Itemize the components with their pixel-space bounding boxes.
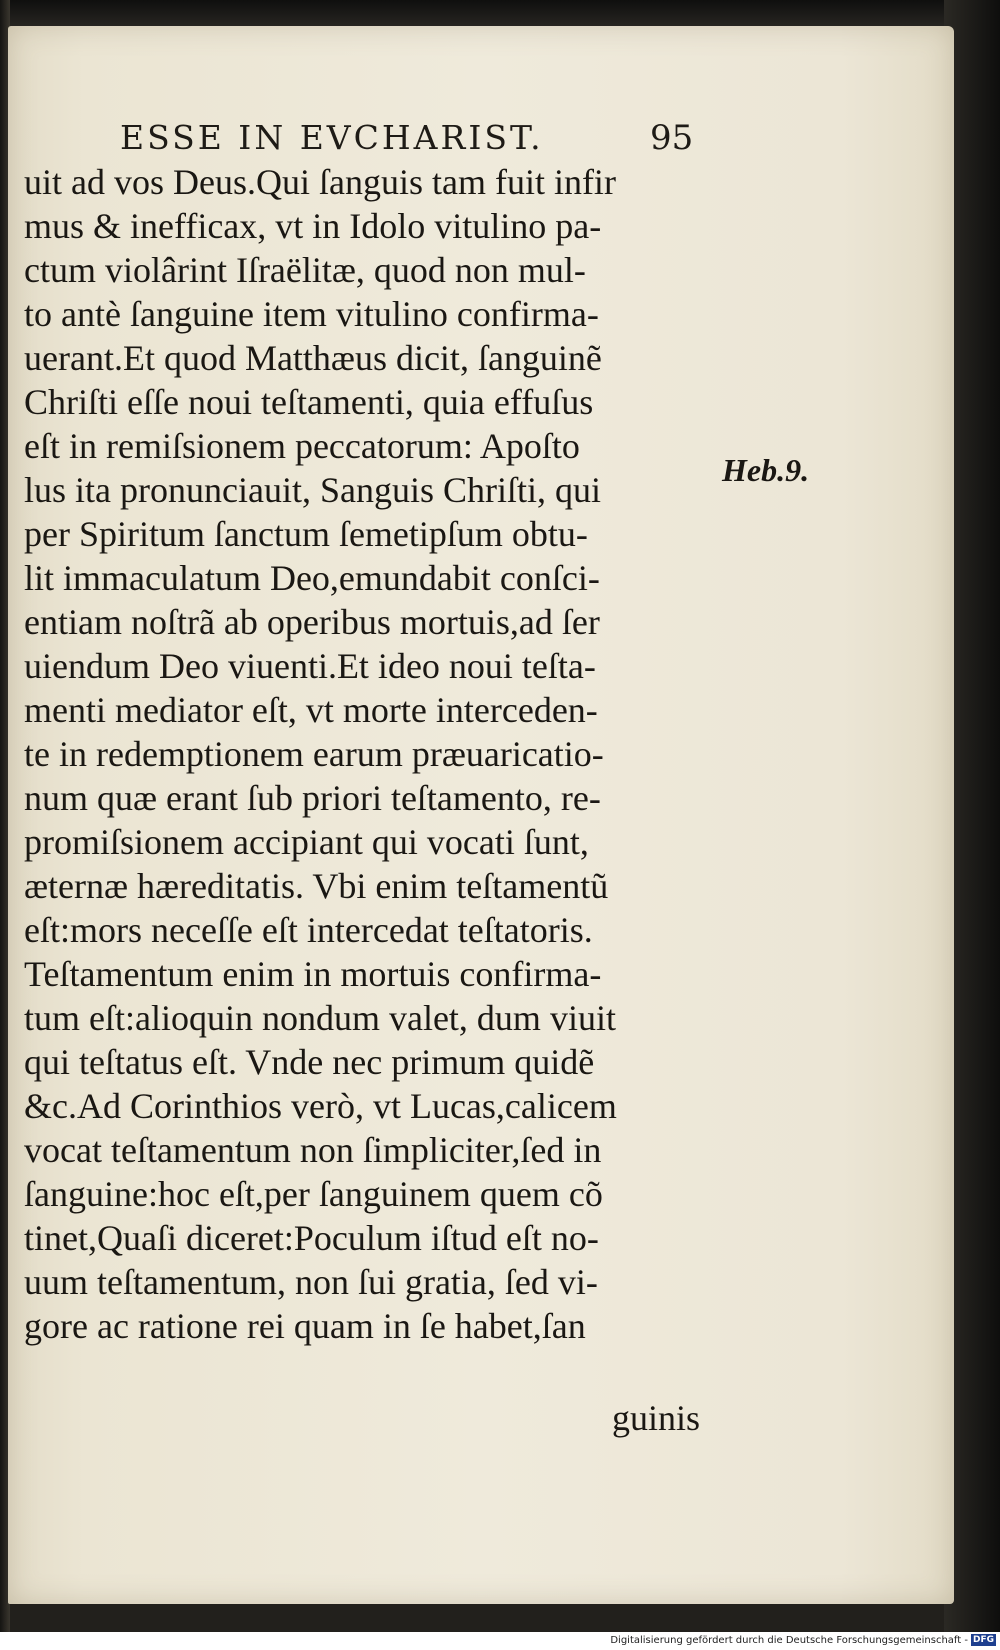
text-line: tinet,Quaſi diceret:Poculum iſtud eſt no- bbox=[24, 1218, 599, 1258]
running-head: ESSE IN EVCHARIST. bbox=[120, 118, 544, 157]
text-line: num quæ erant ſub priori teſtamento, re- bbox=[24, 778, 601, 818]
text-line: qui teſtatus eſt. Vnde nec primum quidẽ bbox=[24, 1042, 595, 1082]
text-line: to antè ſanguine item vitulino confirma- bbox=[24, 294, 599, 334]
body-text bbox=[24, 160, 714, 1400]
text-line: lit immaculatum Deo,emundabit conſci- bbox=[24, 558, 600, 598]
catchword: guinis bbox=[611, 1398, 700, 1438]
text-line: mus & inefficax, vt in Idolo vitulino pa- bbox=[24, 206, 602, 246]
text-line: te in redemptionem earum præuaricatio- bbox=[24, 734, 604, 774]
text-line: ſanguine:hoc eſt,per ſanguinem quem cõ bbox=[24, 1174, 603, 1214]
page-number: 95 bbox=[650, 118, 694, 158]
marginal-note: Heb.9. bbox=[722, 452, 810, 488]
funding-credit-text: Digitalisierung gefördert durch die Deutsche Forschungsgemeinschaft - bbox=[610, 1635, 968, 1646]
text-line: tum eſt:alioquin nondum valet, dum viuit bbox=[24, 998, 616, 1038]
text-line: uiendum Deo viuenti.Et ideo noui teſta- bbox=[24, 646, 596, 686]
text-line: vocat teſtamentum non ſimpliciter,ſed in bbox=[24, 1130, 602, 1170]
text-line: uum teſtamentum, non ſui gratia, ſed vi- bbox=[24, 1262, 598, 1302]
text-line: eſt in remiſsionem peccatorum: Apoſto bbox=[24, 426, 580, 466]
text-line: entiam noſtrã ab operibus mortuis,ad ſer bbox=[24, 602, 600, 642]
text-line: uerant.Et quod Matthæus dicit, ſanguinẽ bbox=[24, 338, 602, 378]
text-line: æternæ hæreditatis. Vbi enim teſtamentũ bbox=[24, 866, 609, 906]
text-line: ctum violârint Iſraëlitæ, quod non mul- bbox=[24, 250, 586, 290]
dfg-logo: DFG bbox=[972, 1635, 994, 1645]
text-line: Chriſti eſſe noui teſtamenti, quia effuſus bbox=[24, 382, 594, 422]
text-line: eſt:mors neceſſe eſt intercedat teſtatoris. bbox=[24, 910, 593, 950]
funding-credit bbox=[610, 1634, 996, 1648]
text-line: per Spiritum ſanctum ſemetipſum obtu- bbox=[24, 514, 588, 554]
text-line: Teſtamentum enim in mortuis confirma- bbox=[24, 954, 602, 994]
text-line: lus ita pronunciauit, Sanguis Chriſti, qui bbox=[24, 470, 601, 510]
text-line: promiſsionem accipiant qui vocati ſunt, bbox=[24, 822, 589, 862]
text-line: menti mediator eſt, vt morte interceden- bbox=[24, 690, 598, 730]
text-line: uit ad vos Deus.Qui ſanguis tam fuit infir bbox=[24, 162, 616, 202]
text-line: gore ac ratione rei quam in ſe habet,ſan bbox=[24, 1306, 586, 1346]
text-line: &c.Ad Corinthios verò, vt Lucas,calicem bbox=[24, 1086, 617, 1126]
